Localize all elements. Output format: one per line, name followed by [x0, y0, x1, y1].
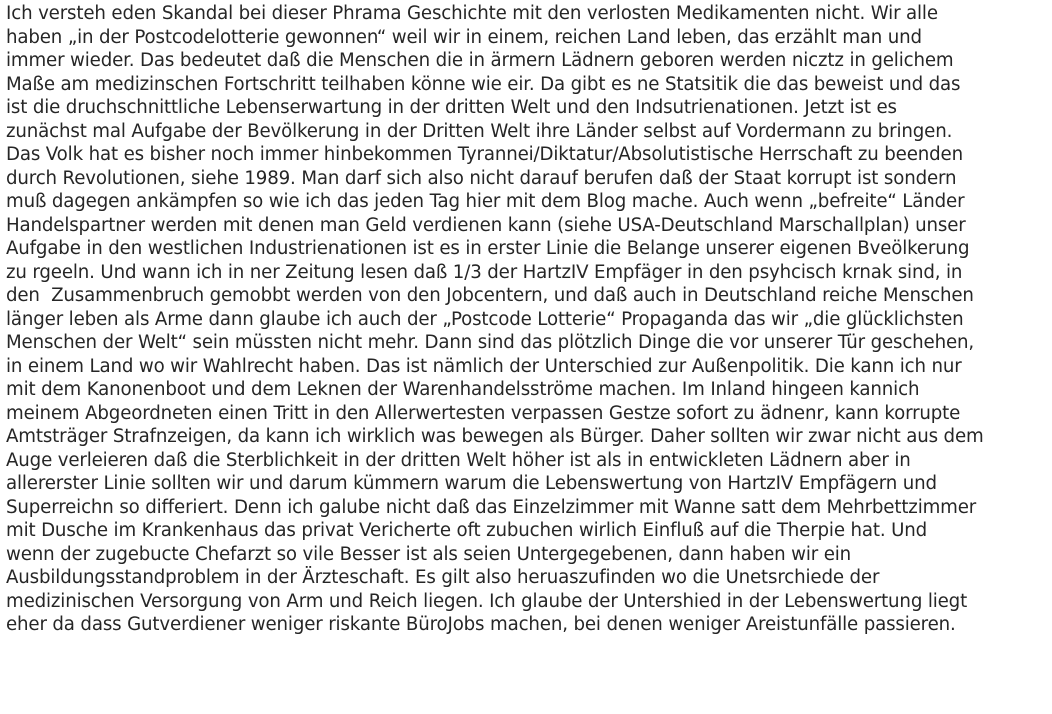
text-line: länger leben als Arme dann glaube ich auch der „Postcode Lotterie“ Propaganda das wir „die glücklichsten: [6, 308, 964, 330]
text-line: durch Revolutionen, siehe 1989. Man darf sich also nicht darauf berufen daß der Staat korrupt ist sondern: [6, 167, 957, 189]
text-line: Das Volk hat es bisher noch immer hinbekommen Tyrannei/Diktatur/Absolutistische Herrschaft zu beenden: [6, 144, 963, 165]
text-line: Amtsträger Strafnzeigen, da kann ich wirklich was bewegen als Bürger. Daher sollten wir zwar nicht aus dem: [6, 426, 984, 447]
text-line: Ich versteh eden Skandal bei dieser Phrama Geschichte mit den verlosten Medikamenten nicht. Wir alle: [6, 3, 938, 24]
text-line: Auge verleieren daß die Sterblichkeit in der dritten Welt höher ist als in entwickleten Lädnern aber in: [6, 449, 911, 471]
text-line: mit Dusche im Krankenhaus das privat Vericherte oft zubuchen wirlich Einfluß auf die Therpie hat. Und: [6, 520, 928, 541]
text-line: Aufgabe in den westlichen Industrienationen ist es in erster Linie die Belange unserer eigenen Bveölkerung: [6, 238, 970, 259]
text-line: Maße am medizinschen Fortschritt teilhaben könne wie eir. Da gibt es ne Statsitik die das beweist und das: [6, 73, 961, 95]
text-line: in einem Land wo wir Wahlrecht haben. Das ist nämlich der Unterschied zur Außenpolitik. Die kann ich nur: [6, 355, 962, 377]
text-line: immer wieder. Das bedeutet daß die Menschen die in ärmern Lädnern geboren werden nicztz in gelichem: [6, 50, 954, 71]
text-line: Handelspartner werden mit denen man Geld verdienen kann (siehe USA-Deutschland Marschallplan) unser: [6, 214, 966, 236]
text-line: zunächst mal Aufgabe der Bevölkerung in der Dritten Welt ihre Länder selbst auf Vordermann zu bringen.: [6, 120, 953, 142]
text-line: zu rgeeln. Und wann ich in ner Zeitung lesen daß 1/3 der HartzIV Empfäger in den psyhcisch krnak sind, in: [6, 261, 963, 283]
text-line: Ausbildungsstandproblem in der Ärzteschaft. Es gilt also heruaszufinden wo die Unetsrchiede der: [6, 567, 880, 588]
text-line: allererster Linie sollten wir und darum kümmern warum die Lebenswertung von HartzIV Empfägern und: [6, 473, 937, 494]
text-line: den Zusammenbruch gemobbt werden von den Jobcentern, und daß auch in Deutschland reiche Menschen: [6, 285, 974, 306]
text-line: meinem Abgeordneten einen Tritt in den Allerwertesten verpassen Gestze sofort zu ädnenr, kann korrupte: [6, 402, 961, 424]
document-body: [6, 2, 1050, 637]
text-line: mit dem Kanonenboot und dem Leknen der Warenhandelsströme machen. Im Inland hingeen kannich: [6, 379, 920, 400]
text-line: muß dagegen ankämpfen so wie ich das jeden Tag hier mit dem Blog mache. Auch wenn „befreite“ Länder: [6, 191, 965, 212]
text-line: eher da dass Gutverdiener weniger riskante BüroJobs machen, bei denen weniger Areistunfälle passieren.: [6, 614, 956, 635]
text-line: Menschen der Welt“ sein müssten nicht mehr. Dann sind das plötzlich Dinge die vor unserer Tür geschehen,: [6, 332, 975, 353]
text-line: wenn der zugebucte Chefarzt so vile Besser ist als seien Untergegebenen, dann haben wir ein: [6, 543, 852, 565]
text-line: ist die druchschnittliche Lebenserwartung in der dritten Welt und den Indsutrienationen. Jetzt ist es: [6, 97, 897, 118]
text-line: Superreichn so differiert. Denn ich galube nicht daß das Einzelzimmer mit Wanne satt dem Mehrbettzimmer: [6, 496, 977, 518]
text-line: haben „in der Postcodelotterie gewonnen“ weil wir in einem, reichen Land leben, das erzählt man und: [6, 26, 922, 48]
text-line: medizinischen Versorgung von Arm und Reich liegen. Ich glaube der Untershied in der Lebenswertung liegt: [6, 590, 968, 612]
